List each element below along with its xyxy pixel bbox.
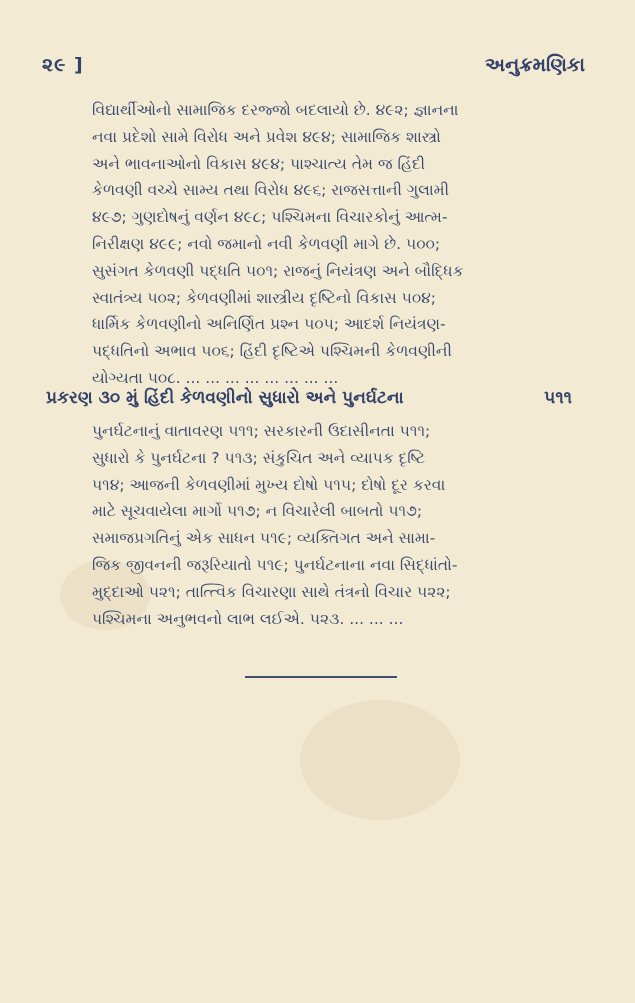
contents-line: જિક જીવનની જરૂરિયાતો ૫૧૯; પુનર્ઘટનાના નવા સિદ્ધાંતો-: [92, 555, 458, 574]
section-divider: [245, 676, 397, 678]
chapter-title: પ્રકરણ ૩૦ મું હિંદી કેળવણીનો સુધારો અને પુનર્ઘટના: [46, 388, 404, 408]
running-title: અનુક્રમણિકા: [485, 54, 585, 76]
contents-line: અને ભાવનાઓનો વિકાસ ૪૯૪; પાશ્ચાત્ય તેમ જ હિંદી: [92, 154, 426, 173]
contents-line: ધાર્મિક કેળવણીનો અનિર્ણિત પ્રશ્ન ૫૦૫; આદર્શ નિયંત્રણ-: [92, 315, 446, 334]
contents-line: પદ્ધતિનો અભાવ ૫૦૬; હિંદી દૃષ્ટિએ પશ્ચિમની કેળવણીની: [92, 342, 452, 361]
chapter-page-number: ૫૧૧: [544, 388, 572, 408]
page-number: ૨૯ ]: [42, 54, 84, 76]
contents-line: વિદ્યાર્થીઓનો સામાજિક દરજ્જો બદલાયો છે. ૪૯૨; જ્ઞાનના: [92, 101, 459, 119]
contents-line: મુદ્દાઓ ૫૨૧; તાત્ત્વિક વિચારણા સાથે તંત્રનો વિચાર ૫૨૨;: [92, 582, 451, 601]
page-header: [42, 48, 585, 82]
contents-line: નિરીક્ષણ ૪૯૯; નવો જમાનો નવી કેળવણી માગે છે. ૫૦૦;: [92, 234, 441, 253]
contents-line: પશ્ચિમના અનુભવનો લાભ લઈએ. ૫૨૩. ... ... ...: [92, 609, 404, 628]
contents-line: માટે સૂચવાયેલા માર્ગો ૫૧૭; ન વિચારેલી બાબતો ૫૧૭;: [92, 502, 423, 521]
contents-line: ૫૧૪; આજની કેળવણીમાં મુખ્ય દોષો ૫૧૫; દોષો દૂર કરવા: [92, 475, 446, 494]
contents-section-29: [92, 97, 567, 392]
paper-stain: [300, 700, 460, 820]
contents-line: કેળવણી વચ્ચે સામ્ય તથા વિરોધ ૪૯૬; રાજસત્તાની ગુલામી: [92, 181, 450, 200]
contents-line: સમાજપ્રગતિનું એક સાધન ૫૧૯; વ્યક્તિગત અને સામા-: [92, 529, 436, 548]
contents-section-30: [92, 418, 567, 632]
contents-line: સુધારો કે પુનર્ઘટના ? ૫૧૩; સંકુચિત અને વ્યાપક દૃષ્ટિ: [92, 448, 426, 467]
contents-line: ૪૯૭; ગુણદોષનું વર્ણન ૪૯૮; પશ્ચિમના વિચારકોનું આત્મ-: [92, 208, 448, 227]
chapter-heading: [46, 383, 572, 413]
contents-line: યોગ્યતા ૫૦૮. ... ... ... ... ... ... ... ...: [92, 368, 339, 387]
contents-line: પુનર્ઘટનાનું વાતાવરણ ૫૧૧; સરકારની ઉદાસીનતા ૫૧૧;: [92, 422, 431, 440]
contents-line: સુસંગત કેળવણી પદ્ધતિ ૫૦૧; રાજનું નિયંત્રણ અને બૌદ્ધિક: [92, 261, 464, 280]
contents-line: નવા પ્રદેશો સામે વિરોધ અને પ્રવેશ ૪૯૪; સામાજિક શાસ્ત્રો: [92, 127, 441, 146]
contents-line: સ્વાતંત્ર્ય ૫૦૨; કેળવણીમાં શાસ્ત્રીય દૃષ્ટિનો વિકાસ ૫૦૪;: [92, 288, 436, 307]
